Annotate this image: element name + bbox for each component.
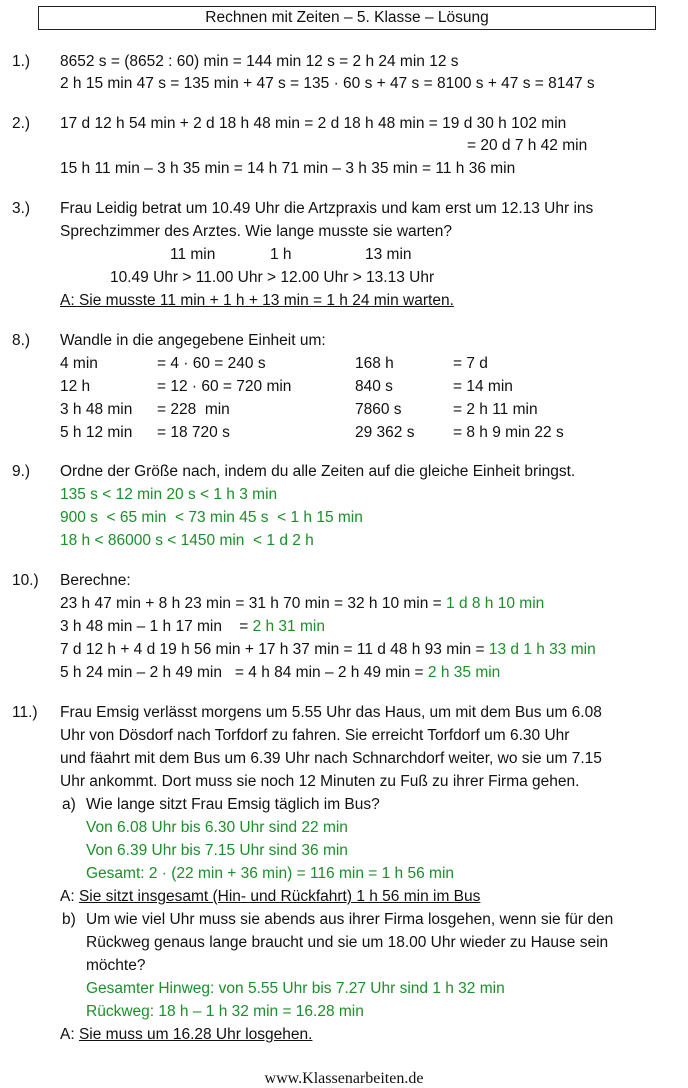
task8-row2-d: = 14 min [453,378,513,395]
task-number-3: 3.) [12,200,31,217]
task3-answer-text: Sie musste 11 min + 1 h + 13 min = 1 h 24 min warten. [78,292,454,309]
task3-diff2: 1 h [270,246,292,263]
task1-line2: 2 h 15 min 47 s = 135 min + 47 s = 135 · 60 s + 47 s = 8100 s + 47 s = 8147 s [60,75,595,92]
task11-para-line1: Frau Emsig verlässt morgens um 5.55 Uhr das Haus, um mit dem Bus um 6.08 [60,704,602,721]
task3-line2: Sprechzimmer des Arztes. Wie lange musste sie warten? [60,223,452,240]
task11a-work1: Von 6.08 Uhr bis 6.30 Uhr sind 22 min [86,819,348,836]
task11b-answer [60,1025,312,1045]
task10-intro: Berechne: [60,572,131,589]
task9-line1: 135 s < 12 min 20 s < 1 h 3 min [60,486,278,503]
task8-row4-c: 29 362 s [355,424,415,441]
task1-line1: 8652 s = (8652 : 60) min = 144 min 12 s = 2 h 24 min 12 s [60,53,459,70]
task11a-question: Wie lange sitzt Frau Emsig täglich im Bus? [86,796,380,813]
task-number-2: 2.) [12,115,31,132]
task11a-work2: Von 6.39 Uhr bis 7.15 Uhr sind 36 min [86,842,348,859]
task3-answer-prefix: A: [60,292,79,309]
task10-line3-calc: 7 d 12 h + 4 d 19 h 56 min + 17 h 37 min = 11 d 48 h 93 min = [60,641,489,658]
task11b-answer-text: Sie muss um 16.28 Uhr losgehen. [78,1026,313,1043]
task-number-9: 9.) [12,463,31,480]
task10-line4-result: 2 h 35 min [427,664,501,681]
task2-line1: 17 d 12 h 54 min + 2 d 18 h 48 min = 2 d 18 h 48 min = 19 d 30 h 102 min [60,115,567,132]
task8-row1-c: 168 h [355,355,394,372]
task11-para-line2: Uhr von Dösdorf nach Torfdorf zu fahren. Sie erreicht Torfdorf um 6.30 Uhr [60,727,570,744]
task11b-answer-prefix: A: [60,1026,79,1043]
page-title: Rechnen mit Zeiten – 5. Klasse – Lösung [38,6,656,30]
task8-row1-d: = 7 d [453,355,488,372]
task-number-10: 10.) [12,572,39,589]
task11a-answer-text: Sie sitzt insgesamt (Hin- und Rückfahrt) 1 h 56 min im Bus [78,888,481,905]
task8-row3-d: = 2 h 11 min [453,401,538,418]
footer-url[interactable]: www.Klassenarbeiten.de [264,1070,424,1087]
task3-answer [60,291,454,311]
task3-diff1: 11 min [170,246,216,263]
task10-line4-calc: 5 h 24 min – 2 h 49 min = 4 h 84 min – 2 h 49 min = [60,664,428,681]
task11b-work2: Rückweg: 18 h – 1 h 32 min = 16.28 min [86,1003,364,1020]
task10-line2 [60,617,325,637]
task11b-question-line1: Um wie viel Uhr muss sie abends aus ihrer Firma losgehen, wenn sie für den [86,911,614,928]
task8-row1-b: = 4 · 60 = 240 s [157,355,266,372]
task11-para-line3: und fäahrt mit dem Bus um 6.39 Uhr nach Schnarchdorf weiter, wo sie um 7.15 [60,750,602,767]
task9-line3: 18 h < 86000 s < 1450 min < 1 d 2 h [60,532,314,549]
task8-row3-b: = 228 min [157,401,230,418]
task11a-answer-prefix: A: [60,888,79,905]
task8-row2-c: 840 s [355,378,393,395]
task11a-answer [60,887,480,907]
task10-line2-result: 2 h 31 min [252,618,325,635]
task10-line1-calc: 23 h 47 min + 8 h 23 min = 31 h 70 min = 32 h 10 min = [60,595,447,612]
task10-line3-result: 13 d 1 h 33 min [488,641,596,658]
task11b-question-line2: Rückweg genaus lange braucht und sie um 18.00 Uhr wieder zu Hause sein [86,934,609,951]
task-number-11: 11.) [12,704,38,721]
task11a-label: a) [62,796,76,813]
task8-row4-b: = 18 720 s [157,424,230,441]
task8-row4-a: 5 h 12 min [60,424,133,441]
task8-row3-c: 7860 s [355,401,402,418]
task8-row2-a: 12 h [60,378,91,395]
task8-row4-d: = 8 h 9 min 22 s [453,424,564,441]
task2-line2: = 20 d 7 h 42 min [467,137,588,154]
task10-line3 [60,640,596,660]
task11b-work1: Gesamter Hinweg: von 5.55 Uhr bis 7.27 Uhr sind 1 h 32 min [86,980,505,997]
task8-row1-a: 4 min [60,355,98,372]
task10-line2-calc: 3 h 48 min – 1 h 17 min = [60,618,253,635]
task3-line1: Frau Leidig betrat um 10.49 Uhr die Artzpraxis und kam erst um 12.13 Uhr ins [60,200,594,217]
task8-intro: Wandle in die angegebene Einheit um: [60,332,326,349]
task3-timeline: 10.49 Uhr > 11.00 Uhr > 12.00 Uhr > 13.13 Uhr [110,269,435,286]
task11a-work3: Gesamt: 2 · (22 min + 36 min) = 116 min = 1 h 56 min [86,865,455,882]
task-number-1: 1.) [12,53,31,70]
task11b-question-line3: möchte? [86,957,146,974]
task10-line1 [60,594,544,614]
task3-diff3: 13 min [365,246,412,263]
task-number-8: 8.) [12,332,31,349]
task11b-label: b) [62,911,76,928]
task9-intro: Ordne der Größe nach, indem du alle Zeiten auf die gleiche Einheit bringst. [60,463,576,480]
task10-line1-result: 1 d 8 h 10 min [446,595,545,612]
task2-line3: 15 h 11 min – 3 h 35 min = 14 h 71 min – 3 h 35 min = 11 h 36 min [60,160,516,177]
task9-line2: 900 s < 65 min < 73 min 45 s < 1 h 15 min [60,509,363,526]
task8-row2-b: = 12 · 60 = 720 min [157,378,292,395]
task8-row3-a: 3 h 48 min [60,401,133,418]
task10-line4 [60,663,500,683]
task11-para-line4: Uhr ankommt. Dort muss sie noch 12 Minuten zu Fuß zu ihrer Firma gehen. [60,773,580,790]
